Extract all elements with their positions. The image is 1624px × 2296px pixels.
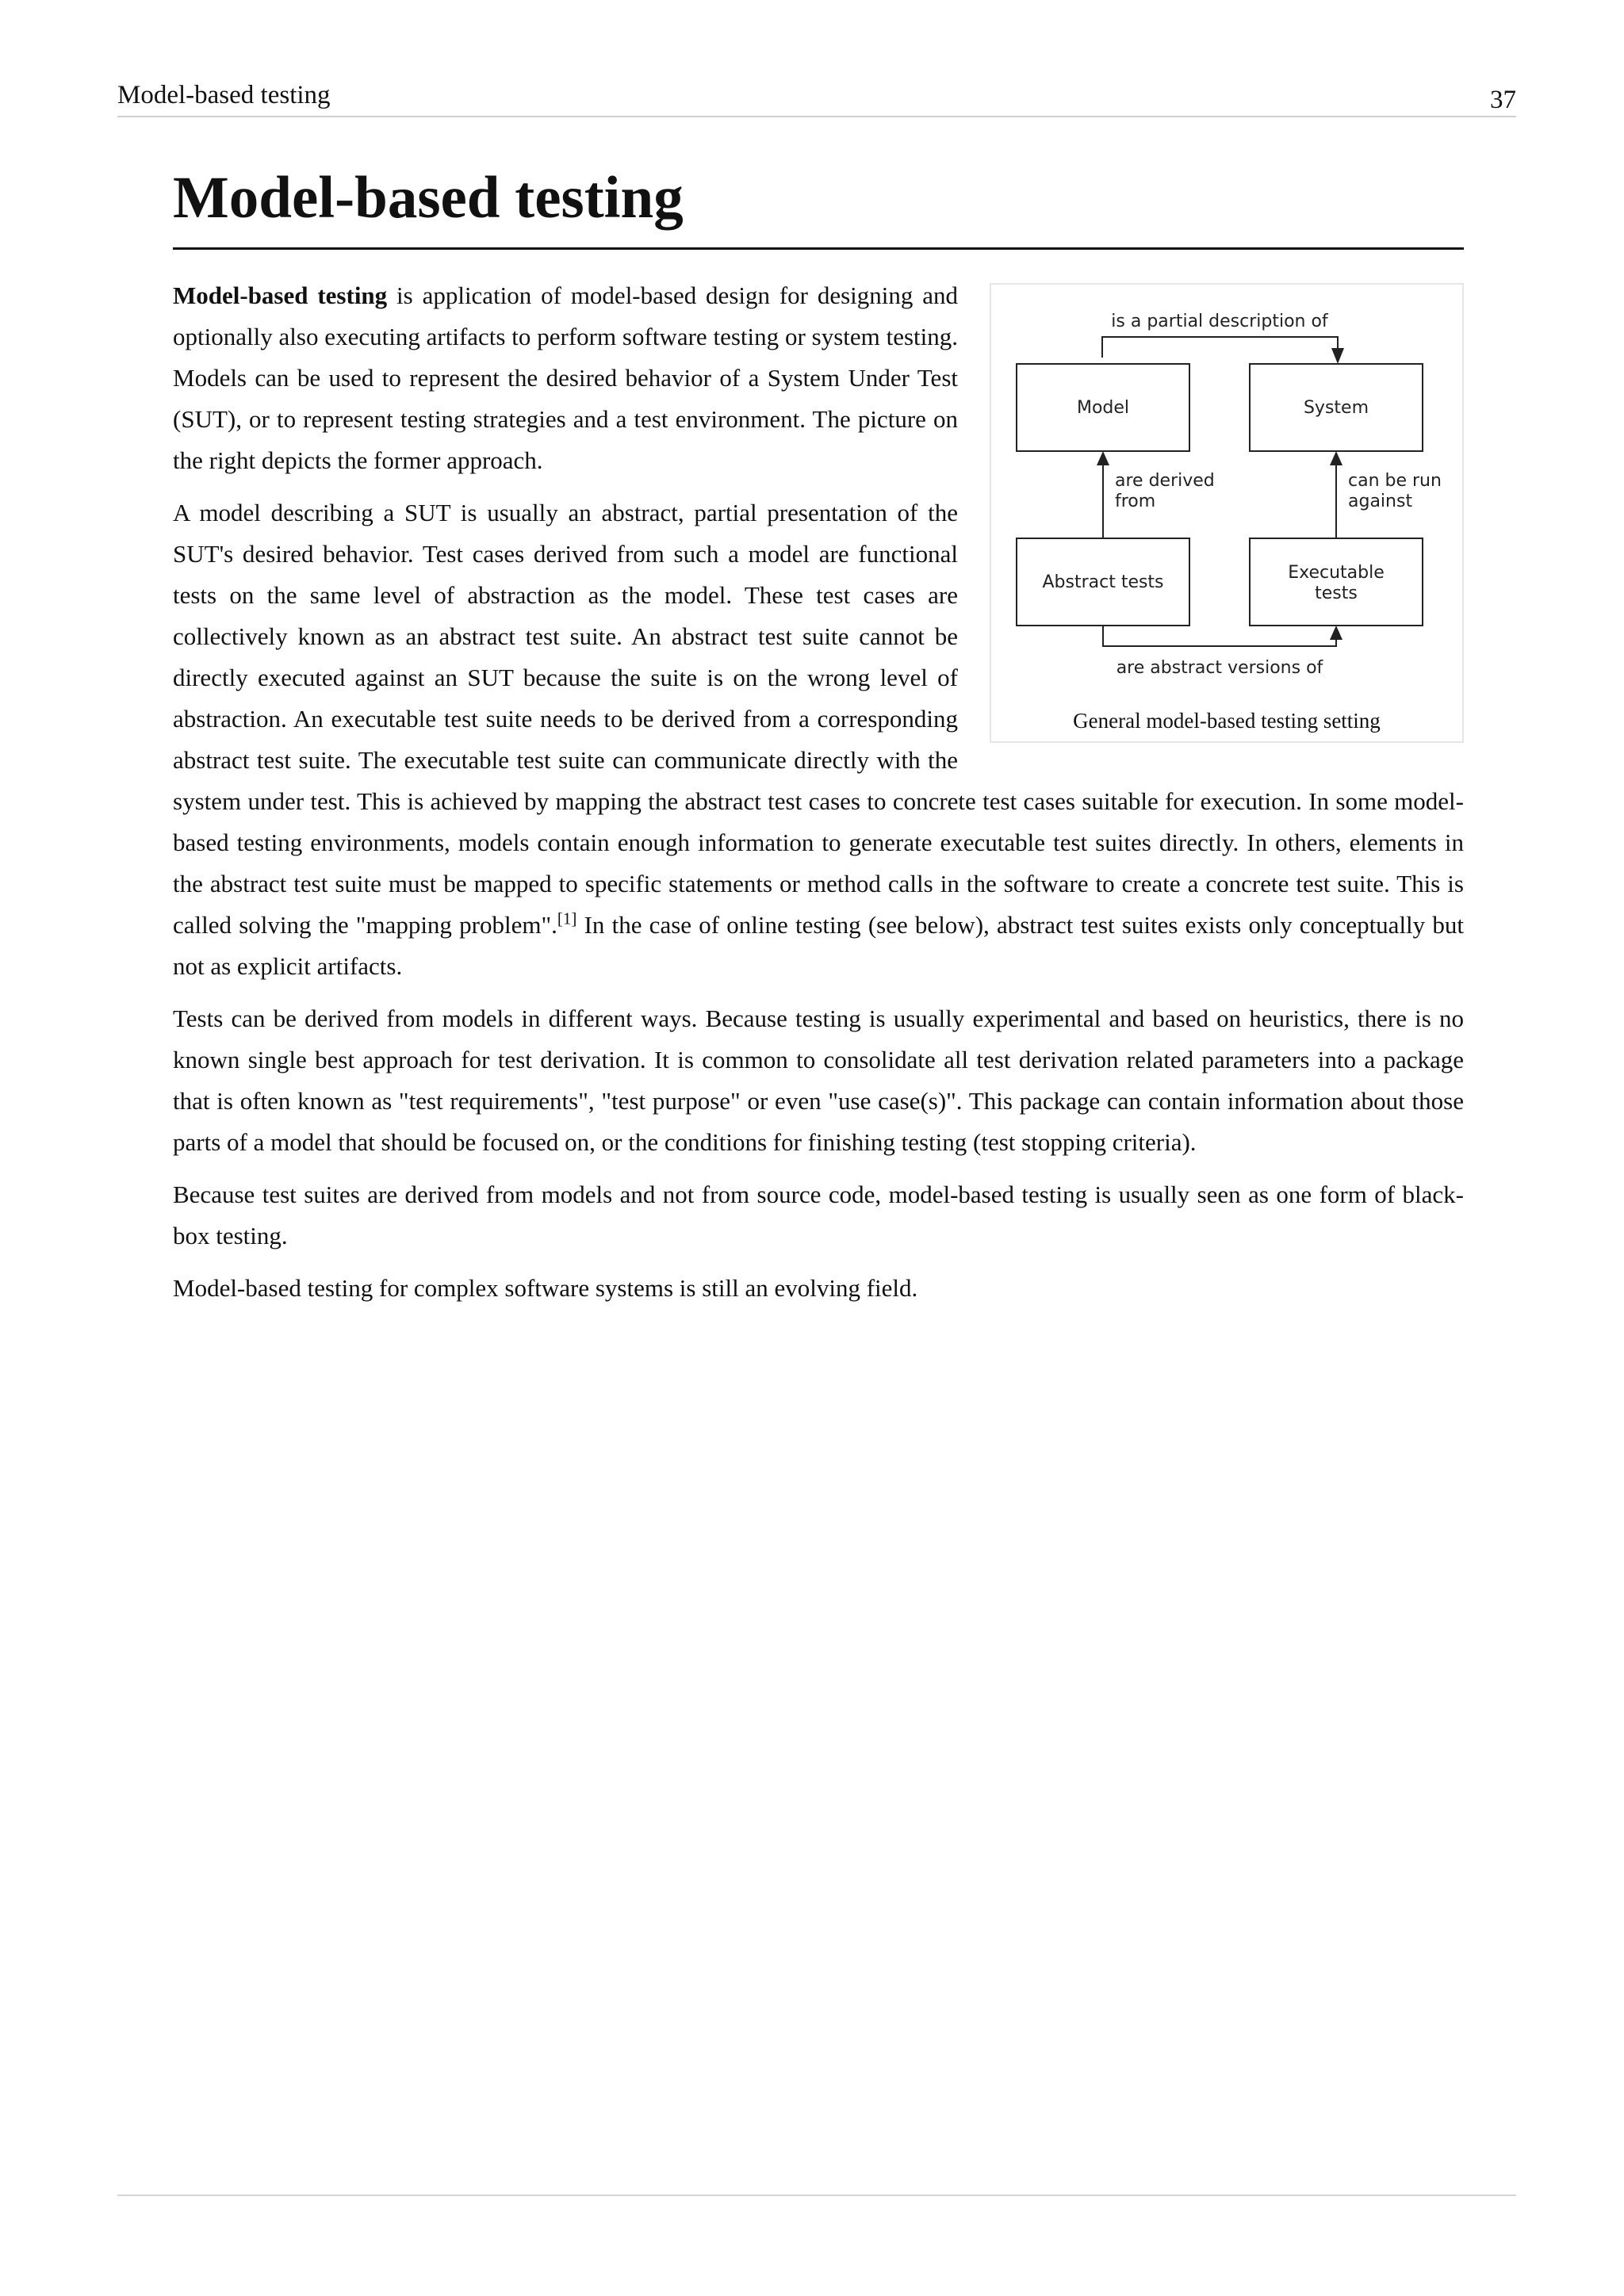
derived-arrow [1097,451,1109,538]
page-number: 37 [1490,86,1516,114]
abstract-tests-box [1017,538,1189,626]
running-title: Model-based testing [117,81,331,109]
derived-label-line1: are derived [1115,471,1215,491]
model-box [1017,364,1189,451]
bottom-connector-label: are abstract versions of [1116,658,1323,678]
model-box-label: Model [1076,398,1130,418]
running-header [117,79,1516,117]
run-against-arrow [1330,451,1342,538]
paragraph-evolving-field: Model-based testing for complex software systems is still an evolving field. [173,1274,918,1302]
article-body [173,275,1464,1309]
intro-text: is application of model-based design for designing and optionally also executing artifacts to perform software testing or system testing. Models can be used to represent the desired behavior of a System Under Test (SUT), or to represent testing strategies and a test environment. The picture on the right depicts the former approach. [173,281,959,474]
run-against-label-line2: against [1348,492,1413,511]
model-based-testing-diagram [991,285,1462,697]
article-content [173,159,1464,1320]
figure-thumbnail[interactable] [990,283,1464,743]
system-box-label: System [1303,398,1369,418]
system-box [1250,364,1423,451]
intro-bold-term: Model-based testing [173,281,388,309]
abstract-model-text-end: In the case of online testing (see below), abstract test suites exists only conceptually but not as explicit artifacts. [173,911,1464,980]
executable-tests-label-line1: Executable [1288,563,1385,583]
derived-label-line2: from [1115,492,1156,511]
abstract-model-text: A model describing a SUT is usually an abstract, partial presentation of the SUT's desired behavior. Test cases derived from such a model are functional tests on the same level of abstraction as the model. These test cases are collectively known as an abstract test suite. An abstract test suite cannot be directly executed against an SUT because the suite is on the wrong level of abstraction. An executable test suite needs to be derived from a corresponding abstract test suite. The executable test suite can communicate directly with the system under test. This is achieved by mapping the abstract test cases to concrete test cases suitable for execution. In some model-based testing environments, models contain enough information to generate executable test suites directly. In others, elements in the abstract test suite must be mapped to specific statements or method calls in the software to create a concrete test suite. This is called solving the "mapping problem". [173,499,1464,939]
paragraph-black-box: Because test suites are derived from models and not from source code, model-based testing is usually seen as one form of black-box testing. [173,1181,1464,1249]
figure-caption: General model-based testing setting [1073,709,1381,733]
bottom-connector [1103,626,1342,646]
top-connector-label: is a partial description of [1111,312,1328,331]
top-connector [1102,337,1344,364]
page-title: Model-based testing [173,159,1464,250]
executable-tests-label-line2: tests [1315,584,1358,603]
executable-tests-box [1250,538,1423,626]
abstract-tests-label: Abstract tests [1042,572,1164,592]
run-against-label-line1: can be run [1348,471,1442,491]
paragraph-test-derivation: Tests can be derived from models in different ways. Because testing is usually experimental and based on heuristics, there is no known single best approach for test derivation. It is common to consolidate all test derivation related parameters into a package that is often known as "test requirements", "test purpose" or even "use case(s)". This package can contain information about those parts of a model that should be focused on, or the conditions for finishing testing (test stopping criteria). [173,1004,1464,1156]
footer-rule [117,2195,1516,2196]
reference-link-1[interactable]: [1] [557,909,577,928]
